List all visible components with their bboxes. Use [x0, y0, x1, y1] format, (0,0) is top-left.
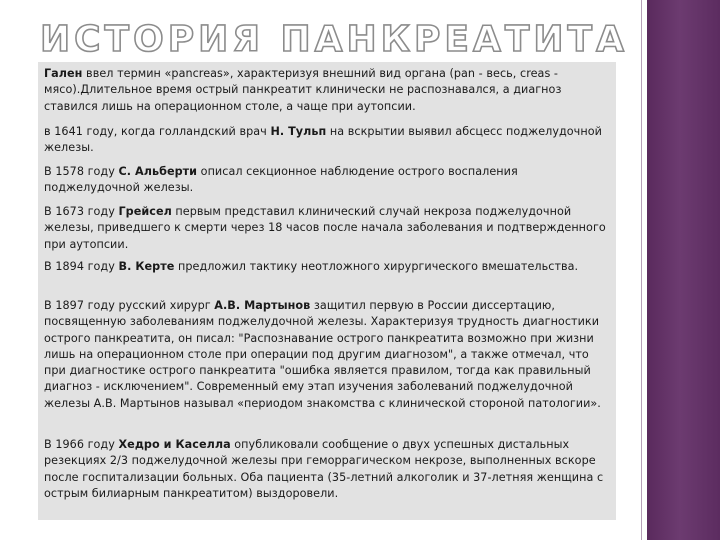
paragraph-kerte — [44, 259, 612, 275]
paragraph-hedro-casella — [44, 437, 612, 502]
name-martynov: А.В. Мартынов — [214, 299, 311, 312]
name-galen: Гален — [44, 67, 83, 80]
name-tulp: Н. Тульп — [270, 125, 327, 138]
name-alberti: С. Альберти — [118, 165, 198, 178]
name-hedro-casella: Хедро и Каселла — [118, 438, 231, 451]
paragraph-text: предложил тактику неотложного хирургического вмешательства. — [174, 260, 579, 273]
paragraph-text: описал секционное наблюдение острого воспаления поджелудочной железы. — [44, 165, 518, 195]
paragraph-galen — [44, 66, 612, 115]
side-divider-line — [641, 0, 642, 540]
paragraph-alberti — [44, 164, 612, 197]
paragraph-lead: В 1966 году — [44, 438, 119, 451]
paragraph-greisel — [44, 204, 612, 253]
paragraph-martynov — [44, 298, 612, 412]
slide-title: ИСТОРИЯ ПАНКРЕАТИТА — [40, 19, 628, 60]
decorative-side-panel — [647, 0, 720, 540]
paragraph-tulp — [44, 124, 612, 157]
paragraph-text: ввел термин «pancreas», характеризуя внешний вид органа (pan - весь, creas - мясо).Длительное время острый панкреатит клинически не распознавался, а диагноз ставился лишь на операционном столе, а чаще при аутопсии. — [44, 67, 562, 113]
paragraph-text: первым представил клинический случай некроза поджелудочной железы, приведшего к смерти через 18 часов после начала заболевания и подтвержденного при аутопсии. — [44, 205, 606, 251]
paragraph-text: защитил первую в России диссертацию, посвященную заболеваниям поджелудочной железы. Характеризуя трудность диагностики острого панкреатита, он писал: "Распознавание острого панкреатита возможно при жизни лишь на операционном столе при операции под другим диагнозом", а также отмечал, что при диагностике острого панкреатита "ошибка является правилом, тогда как правильный диагноз - исключением". Современный ему этап изучения заболеваний поджелудочной железы А.В. Мартынов называл «периодом знакомства с клинической стороной патологии». — [44, 299, 601, 410]
paragraph-lead: в 1641 году, когда голландский врач — [44, 125, 271, 138]
paragraph-lead: В 1894 году — [44, 260, 119, 273]
paragraph-text: опубликовали сообщение о двух успешных дистальных резекциях 2/3 поджелудочной железы при геморрагическом некрозе, выполненных вскоре после госпитализации больных. Оба пациента (35-летний алкоголик и 37-летняя женщина с острым билиарным панкреатитом) выздоровели. — [44, 438, 604, 500]
name-greisel: Грейсел — [118, 205, 172, 218]
paragraph-text: на вскрытии выявил абсцесс поджелудочной железы. — [44, 125, 602, 155]
paragraph-lead: В 1897 году русский хирург — [44, 299, 215, 312]
paragraph-lead: В 1578 году — [44, 165, 119, 178]
name-kerte: В. Керте — [118, 260, 175, 273]
paragraph-lead: В 1673 году — [44, 205, 119, 218]
